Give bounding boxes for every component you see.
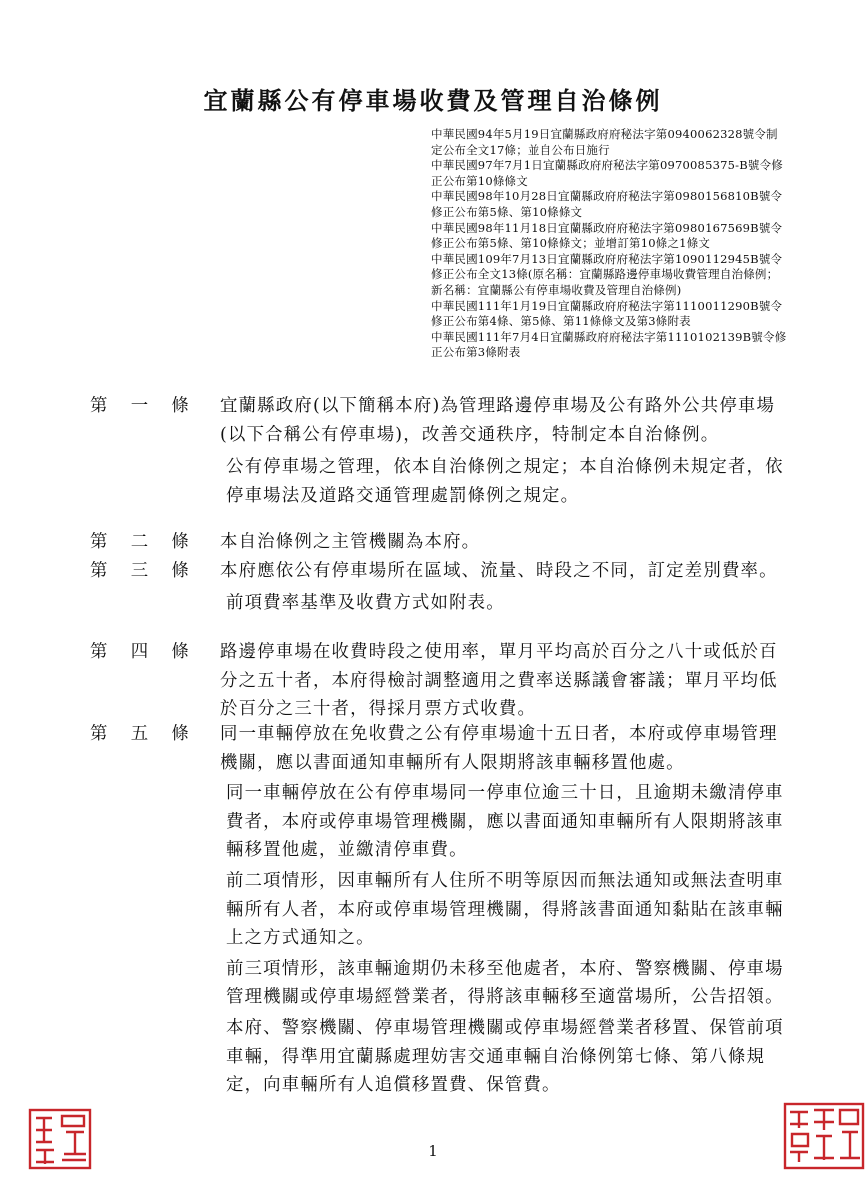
label-char: 第 (90, 396, 109, 416)
label-char: 第 (90, 532, 109, 552)
label-char: 條 (171, 561, 190, 581)
article-paragraph: 宜蘭縣政府(以下簡稱本府)為管理路邊停車場及公有路外公共停車場(以下合稱公有停車場)，改善交通秩序，特制定本自治條例。 (220, 396, 776, 445)
article-5 (90, 720, 790, 1100)
article-paragraph: 路邊停車場在收費時段之使用率，單月平均高於百分之八十或低於百分之五十者，本府得檢討調整適用之費率送縣議會審議；單月平均低於百分之三十者，得採月票方式收費。 (220, 642, 778, 720)
history-entry: 中華民國98年10月28日宜蘭縣政府府秘法字第0980156810B號令修正公布第5條、第10條條文 (431, 189, 783, 219)
label-char: 第 (90, 724, 109, 744)
label-char: 條 (171, 724, 190, 744)
label-char: 一 (130, 396, 150, 416)
label-char: 條 (171, 642, 190, 662)
article-label (90, 557, 190, 586)
label-char: 第 (90, 561, 109, 581)
article-2 (90, 528, 790, 557)
amendment-history (431, 127, 787, 361)
label-char: 五 (130, 724, 150, 744)
history-entry: 中華民國94年5月19日宜蘭縣政府府秘法字第0940062328號令制定公布全文17條；並自公布日施行 (431, 127, 778, 157)
article-paragraph: 前二項情形，因車輛所有人住所不明等原因而無法通知或無法查明車輛所有人者，本府或停車場管理機關，得將該書面通知黏貼在該車輛上之方式通知之。 (226, 870, 784, 949)
article-label (90, 392, 190, 421)
history-entry: 中華民國97年7月1日宜蘭縣政府府秘法字第0970085375-B號令修正公布第10條條文 (431, 158, 783, 188)
article-1 (90, 392, 790, 510)
label-char: 條 (171, 532, 190, 552)
article-paragraph: 本府應依公有停車場所在區域、流量、時段之不同，訂定差別費率。 (220, 561, 778, 581)
article-label (90, 528, 190, 557)
right-seal-stamp (782, 1100, 866, 1172)
article-label (90, 638, 190, 667)
page-number: 1 (428, 1142, 438, 1160)
left-seal-stamp (26, 1104, 96, 1174)
label-char: 條 (171, 396, 190, 416)
article-paragraph: 前三項情形，該車輛逾期仍未移至他處者，本府、警察機關、停車場管理機關或停車場經營業者，得將該車輛移至適當場所，公告招領。 (226, 958, 784, 1008)
article-paragraph: 本自治條例之主管機關為本府。 (220, 532, 481, 552)
article-label (90, 720, 190, 749)
history-entry: 中華民國98年11月18日宜蘭縣政府府秘法字第0980167569B號令修正公布第5條、第10條條文；並增訂第10條之1條文 (431, 220, 783, 251)
article-paragraph: 本府、警察機關、停車場管理機關或停車場經營業者移置、保管前項車輛，得準用宜蘭縣處理妨害交通車輛自治條例第七條、第八條規定，向車輛所有人追償移置費、保管費。 (226, 1017, 784, 1096)
article-4 (90, 638, 790, 724)
history-entry: 中華民國109年7月13日宜蘭縣政府府秘法字第1090112945B號令修正公布全文13條(原名稱：宜蘭縣路邊停車場收費管理自治條例；新名稱：宜蘭縣公有停車場收費及管理自治條例) (431, 251, 783, 297)
article-paragraph: 同一車輛停放在公有停車場同一停車位逾三十日，且逾期未繳清停車費者，本府或停車場管理機關，應以書面通知車輛所有人限期將該車輛移置他處，並繳清停車費。 (226, 783, 784, 861)
history-entry: 中華民國111年7月4日宜蘭縣政府府秘法字第1110102139B號令修正公布第3條附表 (431, 329, 787, 360)
document-title: 宜蘭縣公有停車場收費及管理自治條例 (203, 86, 663, 115)
article-paragraph: 同一車輛停放在免收費之公有停車場逾十五日者，本府或停車場管理機關，應以書面通知車輛所有人限期將該車輛移置他處。 (220, 724, 778, 773)
article-3 (90, 557, 790, 617)
article-paragraph: 前項費率基準及收費方式如附表。 (226, 592, 505, 613)
article-paragraph: 公有停車場之管理，依本自治條例之規定；本自治條例未規定者，依停車場法及道路交通管理處罰條例之規定。 (226, 457, 784, 506)
history-entry: 中華民國111年1月19日宜蘭縣政府府秘法字第1110011290B號令修正公布第4條、第5條、第11條條文及第3條附表 (431, 298, 783, 329)
label-char: 二 (130, 532, 150, 552)
label-char: 四 (130, 642, 150, 662)
label-char: 第 (90, 642, 109, 662)
label-char: 三 (130, 561, 150, 581)
